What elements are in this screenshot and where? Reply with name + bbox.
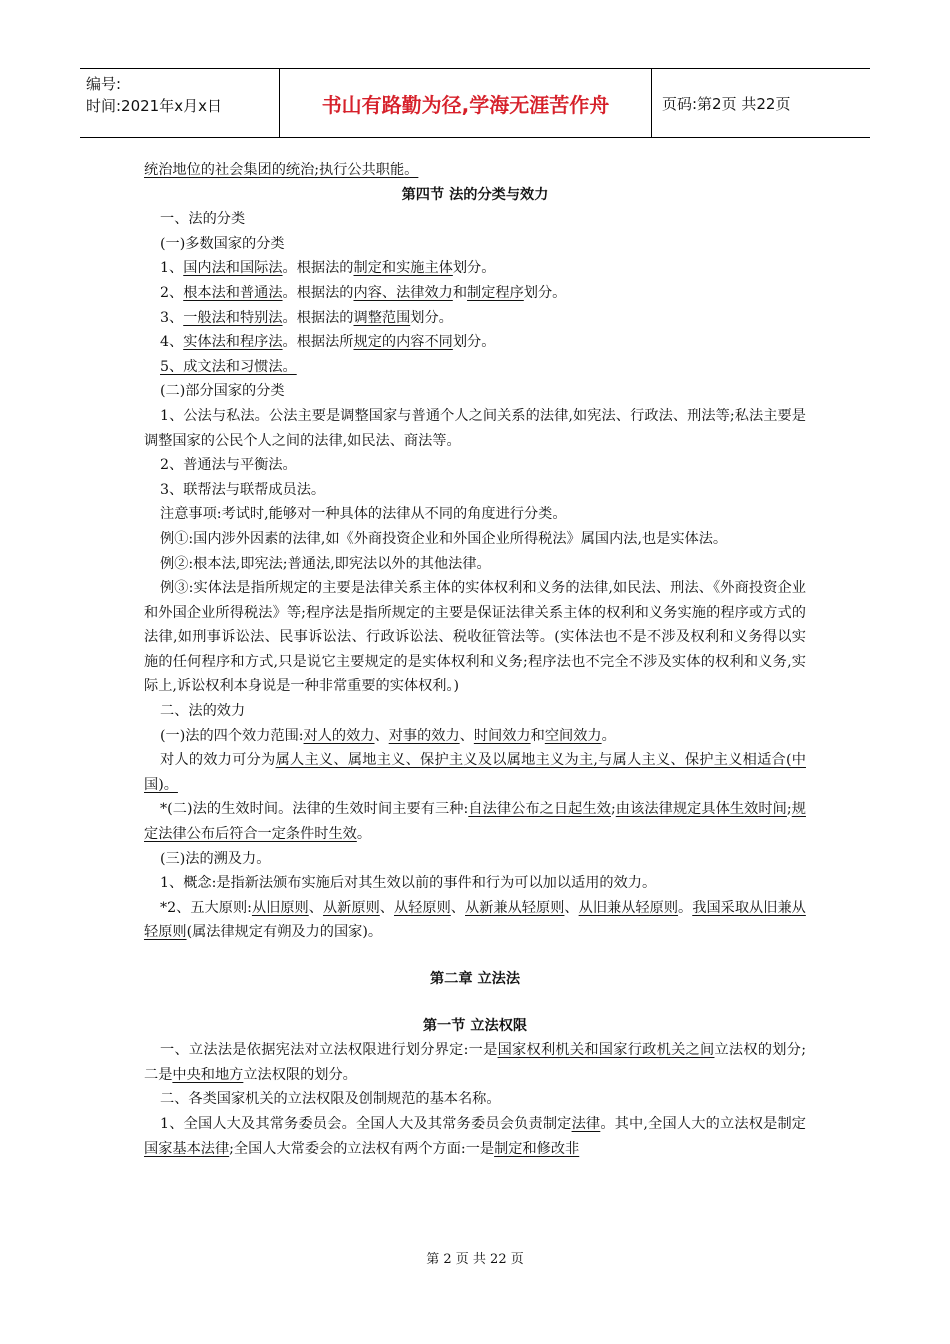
text-run: 立法权的划分;二是 <box>144 1042 806 1083</box>
text-run: ; <box>786 801 792 818</box>
text-run: 1、公法与私法。公法主要是调整国家与普通个人之间关系的法律,如宪法、行政法、刑法等;私法主要是调整国家的公民个人之间的法律,如民法、商法等。 <box>144 407 806 449</box>
section-heading <box>144 1014 806 1039</box>
paragraph <box>144 1087 806 1112</box>
paragraph <box>144 871 806 896</box>
text-run: 。根据法所 <box>282 334 354 351</box>
document-body <box>144 158 806 1161</box>
text-run: 、 <box>374 727 389 744</box>
text-run: 2、普通法与平衡法。 <box>160 457 297 474</box>
underlined-text: 对事的效力 <box>388 727 460 744</box>
paragraph <box>144 502 806 527</box>
text-run: 。 <box>601 727 616 744</box>
underlined-text: 从旧原则 <box>251 899 309 916</box>
text-run: 。 <box>678 899 693 916</box>
text-run: 例②:根本法,即宪法;普通法,即宪法以外的其他法律。 <box>160 555 491 572</box>
text-run: 对人的效力可分为 <box>160 752 276 769</box>
text-run: 划分。 <box>523 284 567 301</box>
underlined-text: 我国采取从旧兼从轻原则 <box>144 899 806 941</box>
paragraph <box>144 330 806 355</box>
page-header <box>80 68 870 138</box>
underlined-text: 中央和地方 <box>172 1066 244 1083</box>
paragraph <box>144 404 806 453</box>
text-run: 、 <box>308 899 323 916</box>
text-run: (二)部分国家的分类 <box>160 383 285 400</box>
text-run: 例③:实体法是指所规定的主要是法律关系主体的实体权利和义务的法律,如民法、刑法、《外商投资企业和外国企业所得税法》等;程序法是指所规定的主要是保证法律关系主体的权利和义务实施的程序或方式的法律,如刑事诉讼法、民事诉讼法、行政诉讼法、税收征管法等。(实体法也不是不涉及权利和义务得以实施的任何程序和方式,只是说它主要规定的是实体权利和义务;程序法也不完全不涉及实体的权利和义务,实际上,诉讼权利本身说是一种非常重要的实体权利。) <box>144 580 806 695</box>
text-run: 。其中,全国人大的立法权是制定 <box>600 1115 806 1132</box>
text-run: ; <box>610 801 616 818</box>
paragraph <box>144 1112 806 1161</box>
paragraph <box>144 306 806 331</box>
underlined-text: 统治地位的社会集团的统治;执行公共职能。 <box>144 162 419 178</box>
underlined-text: 对人的效力 <box>303 727 375 744</box>
text-run: 1、概念:是指新法颁布实施后对其生效以前的事件和行为可以加以适用的效力。 <box>160 875 657 892</box>
code-label: 编号: <box>86 75 122 93</box>
header-page-number: 页码:第2页 共22页 <box>662 94 791 113</box>
underlined-text: 5、成文法和习惯法。 <box>160 358 297 375</box>
underlined-text: 从轻原则 <box>393 899 451 916</box>
text-run: (一)法的四个效力范围: <box>160 727 304 744</box>
underlined-text: 国家权利机关和国家行政机关之间 <box>497 1042 715 1059</box>
underlined-text: 空间效力 <box>544 727 602 744</box>
text-run: 和 <box>530 727 545 744</box>
text-run: 第二章 立法法 <box>429 971 521 987</box>
paragraph <box>144 748 806 797</box>
text-run: ;全国人大常委会的立法权有两个方面:一是 <box>229 1140 495 1157</box>
underlined-text: 从新原则 <box>322 899 380 916</box>
text-run: 注意事项:考试时,能够对一种具体的法律从不同的角度进行分类。 <box>160 506 567 523</box>
underlined-text: 制定和实施主体 <box>353 260 453 277</box>
underlined-text: 时间效力 <box>473 727 531 744</box>
underlined-text: 内容、法律效力 <box>353 284 453 301</box>
page-footer: 第 2 页 共 22 页 <box>426 1252 524 1267</box>
text-run: (属法律规定有朔及力的国家)。 <box>186 924 383 941</box>
text-run: 划分。 <box>410 309 453 326</box>
underlined-text: 规定的内容不同 <box>353 334 453 351</box>
text-run: 划分。 <box>452 334 496 351</box>
section-heading <box>144 967 806 992</box>
text-run: 。 <box>356 826 372 843</box>
paragraph <box>144 379 806 404</box>
text-run: *(二)法的生效时间。法律的生效时间主要有三种: <box>160 801 469 818</box>
text-run: 一、立法法是依据宪法对立法权限进行划分界定:一是 <box>160 1042 498 1059</box>
text-run: 、 <box>450 899 465 916</box>
underlined-text: 调整范围 <box>353 309 411 326</box>
underlined-text: 国内法和国际法 <box>183 260 283 277</box>
underlined-text: 从新兼从轻原则 <box>465 899 565 916</box>
text-run: 和 <box>452 284 468 301</box>
text-run: *2、五大原则: <box>160 899 252 916</box>
paragraph <box>144 453 806 478</box>
text-run: 1、 <box>160 260 184 277</box>
underlined-text: 制定和修改非 <box>494 1140 580 1157</box>
text-run: 2、 <box>160 284 184 301</box>
underlined-text: 自法律公布之日起生效 <box>468 801 611 818</box>
paragraph <box>144 699 806 724</box>
paragraph <box>144 797 806 846</box>
text-run: 第四节 法的分类与效力 <box>401 186 549 203</box>
header-motto: 书山有路勤为径,学海无涯苦作舟 <box>280 69 652 137</box>
underlined-text: 规定法律公布后符合一定条件时生效 <box>144 801 806 843</box>
text-run: 1、全国人大及其常务委员会。全国人大及其常务委员会负责制定 <box>160 1115 572 1132</box>
paragraph <box>144 896 806 945</box>
text-run: 划分。 <box>452 260 496 277</box>
time-label: 时间:2021年x月x日 <box>86 97 222 115</box>
text-run: 立法权限的划分。 <box>243 1066 357 1083</box>
paragraph <box>144 527 806 552</box>
paragraph <box>144 355 806 380</box>
text-run: 、 <box>379 899 394 916</box>
underlined-text: 从旧兼从轻原则 <box>578 899 679 916</box>
underlined-text: 一般法和特别法 <box>183 309 283 326</box>
paragraph <box>144 256 806 281</box>
underlined-text: 法律 <box>571 1115 601 1132</box>
underlined-text: 属人主义、属地主义、保护主义及以属地主义为主,与属人主义、保护主义相适合(中国)。 <box>144 752 806 793</box>
text-run: (三)法的溯及力。 <box>160 850 271 867</box>
paragraph <box>144 158 806 183</box>
text-run: 第一节 立法权限 <box>422 1017 528 1034</box>
paragraph <box>144 207 806 232</box>
paragraph <box>144 576 806 699</box>
underlined-text: 实体法和程序法 <box>183 334 283 351</box>
text-run: 。根据法的 <box>282 309 354 326</box>
header-meta <box>80 69 280 137</box>
paragraph <box>144 1038 806 1087</box>
section-heading <box>144 183 806 208</box>
paragraph <box>144 232 806 257</box>
text-run: 、 <box>459 727 474 744</box>
text-run: 3、联帮法与联帮成员法。 <box>160 481 326 498</box>
paragraph <box>144 847 806 872</box>
text-run: 4、 <box>160 334 184 351</box>
underlined-text: 国家基本法律 <box>144 1140 230 1157</box>
text-run: (一)多数国家的分类 <box>160 235 285 252</box>
paragraph <box>144 724 806 749</box>
text-run: 、 <box>564 899 579 916</box>
text-run: 二、法的效力 <box>160 703 246 720</box>
underlined-text: 制定程序 <box>467 284 524 301</box>
paragraph <box>144 552 806 577</box>
paragraph <box>144 281 806 306</box>
text-run: 3、 <box>160 309 184 326</box>
text-run: 例①:国内涉外因素的法律,如《外商投资企业和外国企业所得税法》属国内法,也是实体法。 <box>160 530 728 547</box>
text-run: 。根据法的 <box>282 260 354 277</box>
text-run: 二、各类国家机关的立法权限及创制规范的基本名称。 <box>160 1091 501 1108</box>
text-run: 一、法的分类 <box>160 211 246 228</box>
text-run: 。根据法的 <box>282 284 354 301</box>
underlined-text: 根本法和普通法 <box>183 284 283 301</box>
paragraph <box>144 478 806 503</box>
underlined-text: 由该法律规定具体生效时间 <box>615 801 787 818</box>
